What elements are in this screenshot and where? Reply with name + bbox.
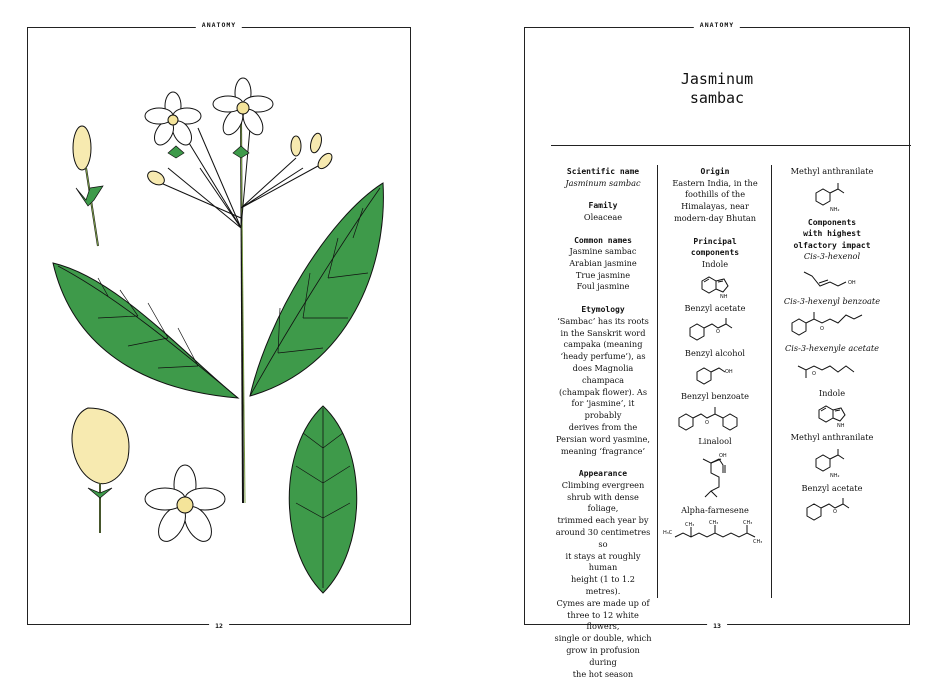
- appearance-line: Cymes are made up of: [556, 597, 650, 608]
- appearance-line: height (1 to 1.2 metres).: [571, 574, 635, 597]
- common-name: Arabian jasmine: [569, 257, 637, 268]
- benzyl-acetate-structure-icon: [803, 498, 861, 524]
- section-heading: Appearance: [578, 469, 628, 479]
- benzyl-alcohol-structure-icon: [693, 363, 737, 387]
- svg-text:NH: NH: [720, 294, 728, 300]
- etymology-line: (champak flower). As: [558, 386, 648, 397]
- benzyl-acetate-structure-icon: [686, 318, 744, 344]
- appearance-line: around 30 centimetres so: [555, 527, 651, 549]
- component-name: Linalool: [698, 435, 732, 446]
- component-name: Indole: [818, 387, 846, 398]
- origin-line: foothills of the: [684, 189, 746, 200]
- appearance-line: Climbing evergreen: [561, 479, 645, 490]
- component-name: Methyl anthranilate: [790, 432, 874, 443]
- appearance-line: trimmed each year by: [557, 515, 649, 526]
- running-head: ANATOMY: [196, 21, 242, 29]
- jasmine-botanical-illustration: [28, 28, 410, 624]
- methyl-anthranilate-structure-icon: [810, 181, 854, 213]
- appearance-line: three to 12 white flowers,: [567, 609, 639, 632]
- component-name: Benzyl alcohol: [684, 348, 746, 359]
- svg-text:CH₃: CH₃: [709, 520, 719, 527]
- common-name: Foul jasmine: [576, 281, 630, 292]
- component-name: Alpha-farnesene: [681, 504, 749, 515]
- appearance-line: single or double, which: [554, 633, 652, 644]
- column-divider: [657, 165, 658, 598]
- svg-text:CH₃: CH₃: [685, 522, 695, 529]
- linalool-structure-icon: [693, 451, 737, 501]
- component-name: Cis-3-hexenol: [803, 251, 861, 262]
- svg-text:NH: NH: [837, 423, 845, 429]
- component-name: Benzyl acetate: [684, 303, 746, 314]
- appearance-line: grow in profusion during: [566, 645, 640, 667]
- etymology-line: ‘heady perfume’), as: [560, 351, 646, 362]
- running-head: ANATOMY: [694, 21, 740, 29]
- component-name: Cis-3-hexenyle acetate: [785, 342, 879, 353]
- common-name: Jasmine sambac: [569, 246, 637, 257]
- title-line-2: sambac: [689, 89, 745, 107]
- page-number: 12: [209, 622, 229, 630]
- column-divider: [771, 165, 772, 598]
- section-heading: Etymology: [581, 305, 625, 315]
- svg-text:O: O: [820, 325, 824, 332]
- svg-text:H₃C: H₃C: [663, 530, 673, 537]
- common-name: True jasmine: [575, 269, 631, 280]
- cis-3-hexenol-structure-icon: [800, 266, 864, 292]
- section-heading: components: [690, 248, 740, 258]
- family: Oleaceae: [583, 211, 623, 222]
- section-heading: Scientific name: [566, 167, 640, 176]
- appearance-line: the hot season: [572, 668, 634, 679]
- etymology-line: for ‘jasmine’, it probably: [571, 398, 635, 421]
- right-page: [524, 21, 910, 679]
- methyl-anthranilate-structure-icon: [810, 447, 854, 479]
- benzyl-benzoate-structure-icon: [675, 406, 755, 432]
- section-heading: Components: [807, 217, 857, 227]
- etymology-line: Persian word yasmine,: [556, 433, 650, 444]
- origin-line: Himalayas, near: [681, 201, 749, 212]
- origin-column: [663, 166, 767, 549]
- etymology-line: does Magnolia champaca: [572, 362, 634, 385]
- origin-line: modern-day Bhutan: [673, 212, 757, 223]
- profile-column: [553, 166, 653, 680]
- component-name: Indole: [701, 258, 729, 269]
- svg-text:O: O: [812, 370, 816, 377]
- svg-text:NH₂: NH₂: [830, 206, 840, 213]
- etymology-line: meaning ‘fragrance’: [560, 445, 646, 456]
- section-heading: olfactory impact: [793, 240, 871, 250]
- section-heading: Principal: [693, 236, 737, 246]
- component-name: Methyl anthranilate: [790, 166, 874, 176]
- svg-text:OH: OH: [719, 452, 727, 459]
- cis-3-hexenyl-benzoate-structure-icon: [788, 311, 876, 339]
- indole-structure-icon: [815, 402, 849, 428]
- etymology-line: campaka (meaning: [563, 339, 643, 350]
- page-title: [525, 70, 909, 108]
- appearance-line: it stays at roughly human: [565, 550, 641, 573]
- svg-text:OH: OH: [848, 280, 856, 287]
- svg-text:CH₃: CH₃: [743, 520, 753, 527]
- title-line-1: Jasminum: [680, 70, 754, 88]
- appearance-line: shrub with dense foliage,: [567, 491, 639, 514]
- page-number: 13: [707, 622, 727, 630]
- left-page: [27, 21, 411, 630]
- section-heading: Common names: [574, 235, 632, 245]
- svg-text:OH: OH: [725, 369, 733, 376]
- etymology-line: ‘Sambac’ has its roots: [557, 315, 649, 326]
- origin-line: Eastern India, in the: [672, 177, 758, 188]
- svg-text:NH₂: NH₂: [830, 473, 840, 480]
- svg-text:CH₃: CH₃: [753, 539, 763, 546]
- svg-text:O: O: [716, 329, 720, 336]
- section-heading: with highest: [803, 229, 861, 239]
- title-divider: [551, 145, 911, 146]
- indole-structure-icon: [698, 273, 732, 299]
- cis-3-hexenyle-acetate-structure-icon: [794, 358, 870, 384]
- section-heading: Origin: [700, 167, 730, 176]
- section-heading: Family: [588, 201, 618, 211]
- alpha-farnesene-structure-icon: [663, 519, 767, 545]
- component-name: Benzyl acetate: [801, 483, 863, 494]
- etymology-line: derives from the: [568, 421, 638, 432]
- component-name: Cis-3-hexenyl benzoate: [783, 296, 881, 307]
- scientific-name: Jasminum sambac: [565, 177, 641, 188]
- component-name: Benzyl benzoate: [681, 391, 749, 402]
- impact-column: [777, 166, 887, 528]
- svg-text:O: O: [833, 509, 837, 516]
- svg-text:O: O: [705, 419, 709, 426]
- etymology-line: in the Sanskrit word: [560, 327, 646, 338]
